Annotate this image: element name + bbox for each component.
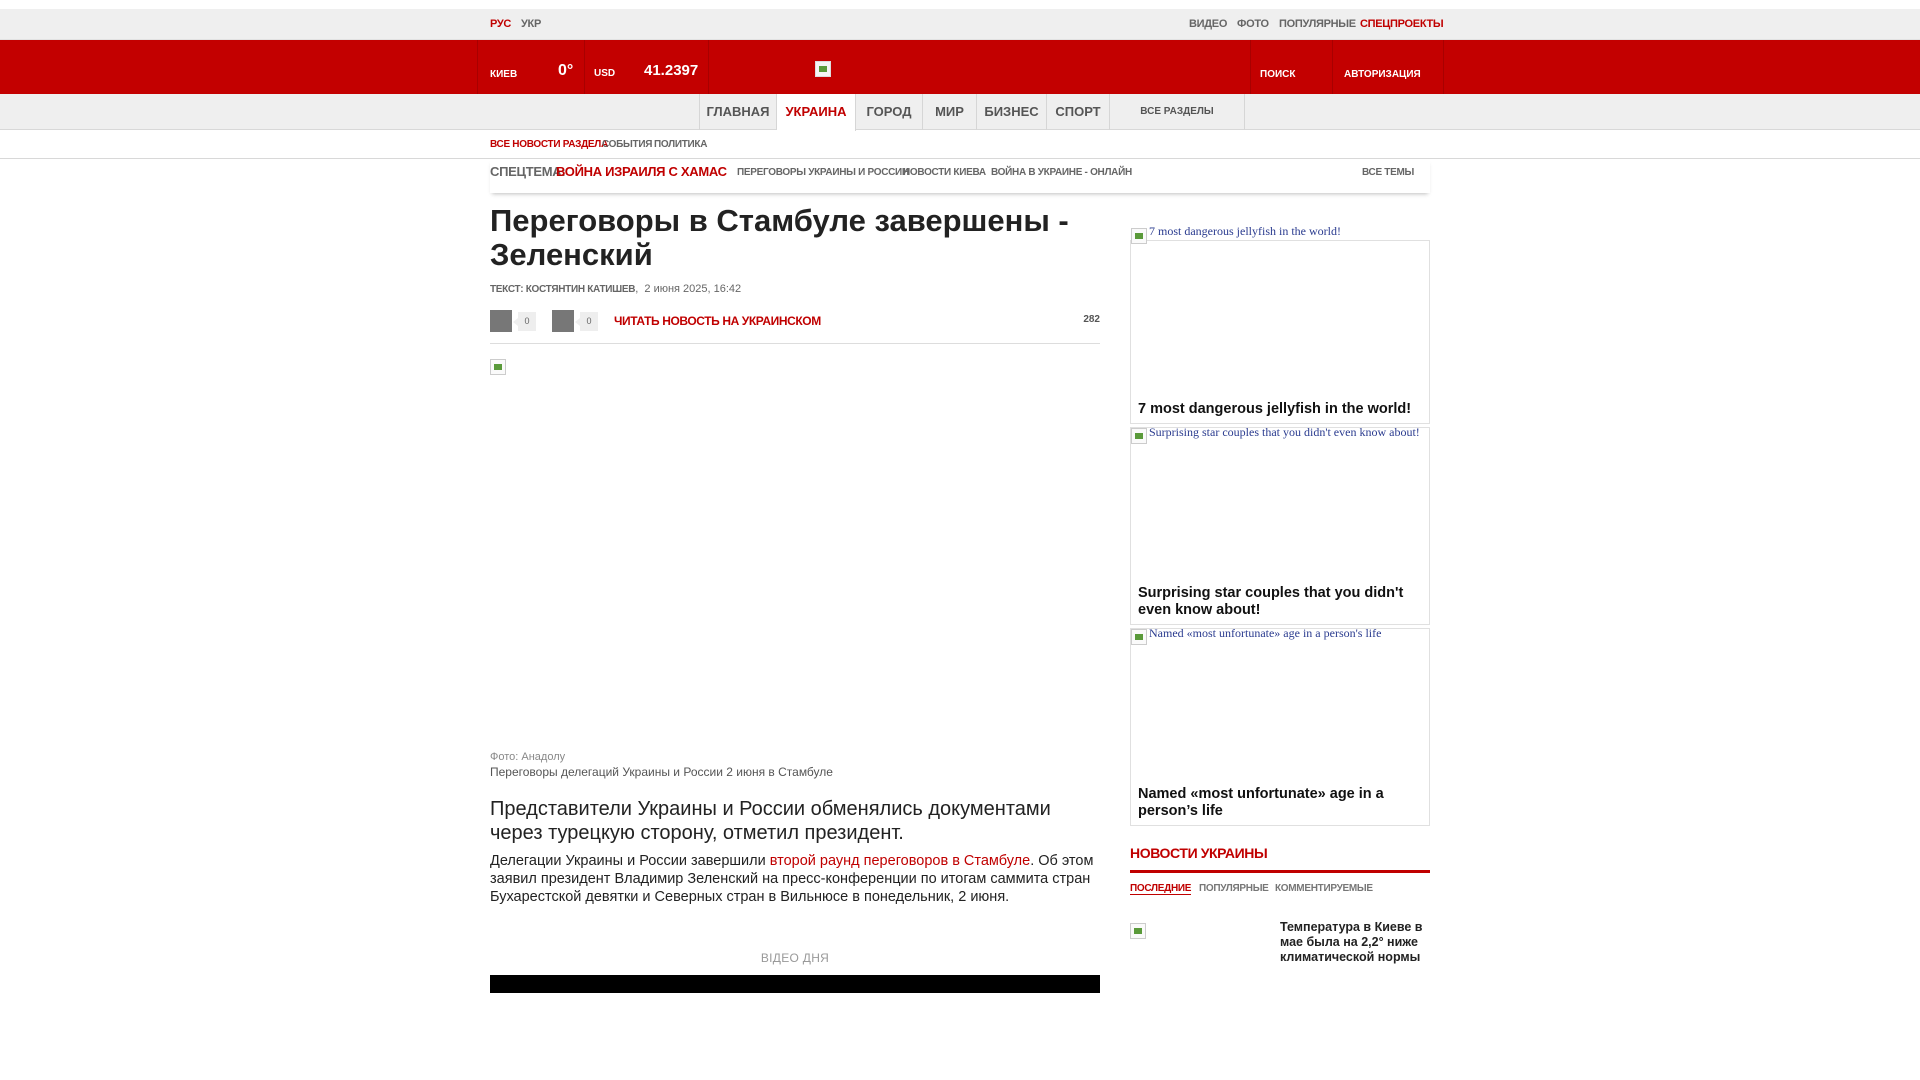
promo-image-alt: Named «most unfortunate» age in a person's life xyxy=(1149,626,1382,640)
promo-image-alt: 7 most dangerous jellyfish in the world! xyxy=(1149,224,1341,238)
all-topics-link[interactable]: ВСЕ ТЕМЫ xyxy=(1362,167,1415,178)
subnav-politics[interactable]: ПОЛИТИКА xyxy=(654,139,708,150)
article-body xyxy=(490,852,1100,906)
promo-title: Surprising star couples that you didn't even know about! xyxy=(1138,585,1404,618)
tab-main[interactable]: ГЛАВНАЯ xyxy=(700,94,777,130)
promo-title: Named «most unfortunate» age in a person’s life xyxy=(1138,786,1384,819)
photo-link[interactable]: ФОТО xyxy=(1237,18,1269,30)
ukraine-news-heading xyxy=(1130,843,1430,873)
tab-world[interactable]: МИР xyxy=(923,94,977,130)
news-item-title[interactable]: Температура в Киеве в мае была на 2,2° ниже климатической нормы xyxy=(1280,920,1423,964)
body-text: . Об этом заявил президент Владимир Зеленский на пресс-конференции по итогам саммита стран Бухарестской девятки и Северных стран в Вильнюсе в понедельник, 2 июня. xyxy=(490,853,1094,905)
popular-link[interactable]: ПОПУЛЯРНЫЕ xyxy=(1279,18,1356,30)
city-label: КИЕВ xyxy=(490,69,518,80)
promo-image xyxy=(1131,228,1147,244)
top-bar xyxy=(0,9,1920,40)
article-date: 2 июня 2025, 16:42 xyxy=(644,283,742,295)
auth-link[interactable]: АВТОРИЗАЦИЯ xyxy=(1344,69,1421,80)
body-text: Делегации Украины и России завершили xyxy=(490,853,770,869)
share-count: 0 xyxy=(518,312,536,331)
views-count: 282 xyxy=(1083,314,1100,325)
promo-title: 7 most dangerous jellyfish in the world! xyxy=(1138,401,1412,417)
main-nav xyxy=(0,94,1920,130)
tab-ukraine[interactable]: УКРАИНА xyxy=(777,94,856,131)
tab-sport[interactable]: СПОРТ xyxy=(1047,94,1110,130)
ukraine-news-heading-text: НОВОСТИ УКРАИНЫ xyxy=(1130,845,1268,861)
tab-city[interactable]: ГОРОД xyxy=(856,94,923,130)
tab-latest[interactable]: ПОСЛЕДНИЕ xyxy=(1130,883,1192,894)
share-count: 0 xyxy=(580,312,598,331)
all-sections-link[interactable]: ВСЕ РАЗДЕЛЫ xyxy=(1110,94,1245,130)
promo-image-alt: Surprising star couples that you didn't even know about! xyxy=(1149,425,1420,439)
promo-card[interactable] xyxy=(1130,224,1430,424)
promo-card[interactable] xyxy=(1130,427,1430,625)
topic-label: СПЕЦТЕМА: xyxy=(490,164,566,179)
article-meta: ТЕКСТ: КОСТЯНТИН КАТИШЕВ, 2 июня 2025, 16:42 xyxy=(490,283,742,295)
photo-credit: Фото: Анадолу xyxy=(490,751,566,763)
topic-special-link[interactable]: ВОЙНА ИЗРАИЛЯ С ХАМАС xyxy=(556,164,727,179)
video-link[interactable]: ВИДЕО xyxy=(1189,18,1228,30)
search-link[interactable]: ПОИСК xyxy=(1260,69,1296,80)
currency-rate: 41.2397 xyxy=(644,62,699,79)
news-item-image[interactable] xyxy=(1130,923,1146,939)
video-player[interactable] xyxy=(490,975,1100,993)
read-ukrainian-link[interactable]: ЧИТАТЬ НОВОСТЬ НА УКРАИНСКОМ xyxy=(614,314,821,328)
share-telegram-icon[interactable] xyxy=(552,310,574,332)
news-tabs xyxy=(1130,880,1430,904)
tab-commented[interactable]: КОММЕНТИРУЕМЫЕ xyxy=(1275,883,1373,894)
site-logo[interactable] xyxy=(815,61,831,77)
article-title: Переговоры в Стамбуле завершены - Зеленский xyxy=(490,203,1069,272)
temperature-value: 0° xyxy=(558,62,574,79)
share-bar xyxy=(490,310,1100,344)
promo-image xyxy=(1131,428,1147,444)
promo-image xyxy=(1131,629,1147,645)
tab-business[interactable]: БИЗНЕС xyxy=(977,94,1047,130)
article-author: ТЕКСТ: КОСТЯНТИН КАТИШЕВ xyxy=(490,284,636,295)
promo-card[interactable] xyxy=(1130,628,1430,826)
lang-uk-link[interactable]: УКР xyxy=(521,18,541,30)
site-header xyxy=(0,40,1920,94)
subnav-events[interactable]: СОБЫТИЯ xyxy=(602,139,653,150)
special-topics-bar xyxy=(490,159,1430,193)
topic-war-online-link[interactable]: ВОЙНА В УКРАИНЕ - ОНЛАЙН xyxy=(991,167,1132,178)
sub-nav xyxy=(0,131,1920,159)
special-projects-link[interactable]: СПЕЦПРОЕКТЫ xyxy=(1360,18,1444,30)
second-round-link[interactable]: второй раунд переговоров в Стамбуле xyxy=(769,853,1031,869)
lang-ru-link[interactable]: РУС xyxy=(490,18,512,30)
article-lead: Представители Украины и России обменялись документами через турецкую сторону, отметил президент. xyxy=(490,798,1051,844)
video-of-day-label: ВІДЕО ДНЯ xyxy=(760,951,830,965)
subnav-all-news[interactable]: ВСЕ НОВОСТИ РАЗДЕЛА xyxy=(490,139,608,150)
photo-caption: Переговоры делегаций Украины и России 2 июня в Стамбуле xyxy=(490,765,833,779)
article-main-image xyxy=(490,359,506,375)
tab-popular[interactable]: ПОПУЛЯРНЫЕ xyxy=(1199,883,1269,894)
topic-negotiations-link[interactable]: ПЕРЕГОВОРЫ УКРАИНЫ И РОССИИ xyxy=(737,167,909,178)
topic-kyiv-news-link[interactable]: НОВОСТИ КИЕВА xyxy=(903,167,986,178)
currency-label: USD xyxy=(594,68,616,79)
share-facebook-icon[interactable] xyxy=(490,310,512,332)
